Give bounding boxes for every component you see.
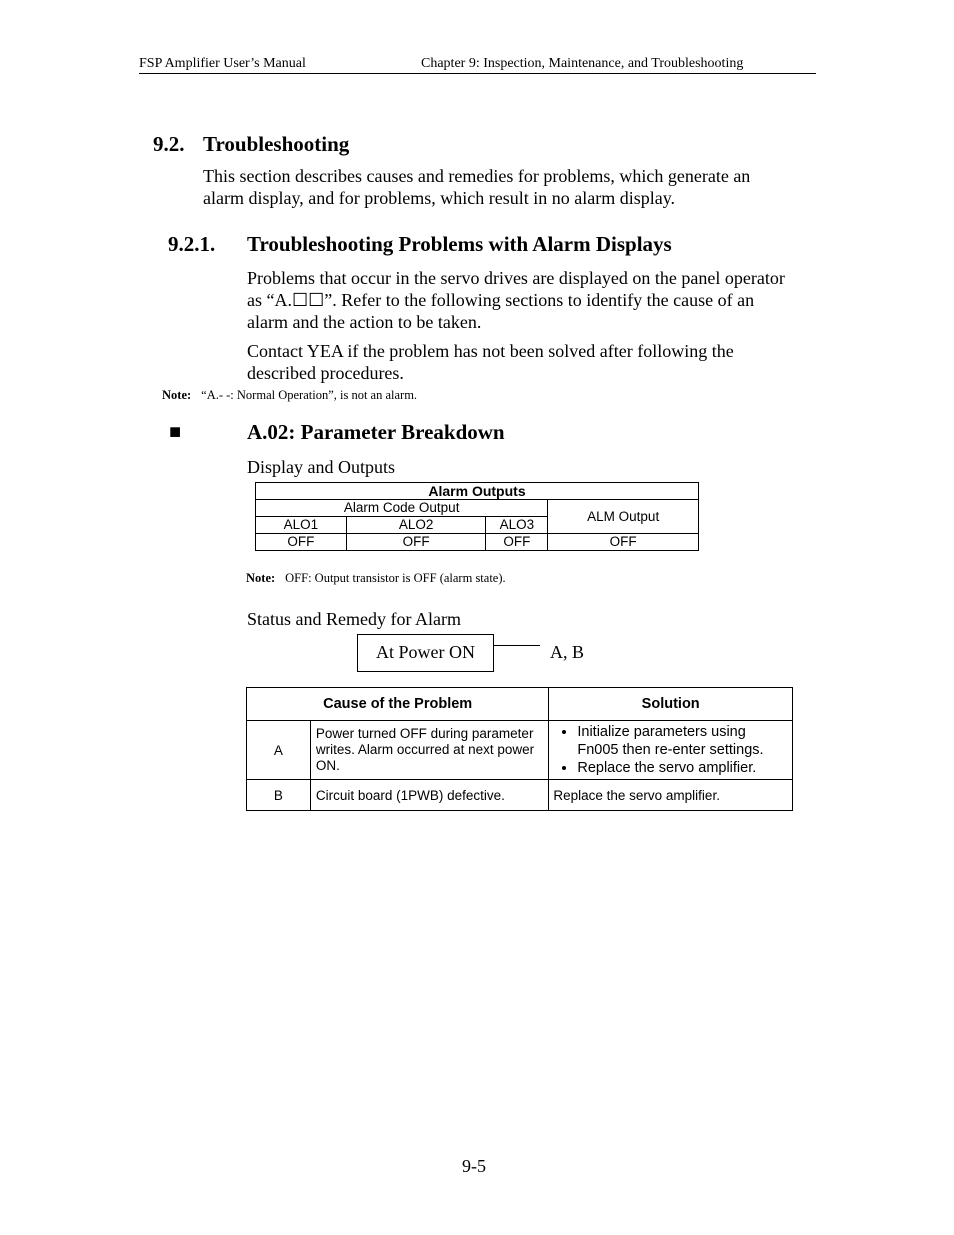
- display-outputs-label: Display and Outputs: [247, 457, 395, 477]
- cause-header: Cause of the Problem: [247, 688, 549, 721]
- subsection-number: 9.2.1.: [168, 232, 216, 256]
- status-remedy-label: Status and Remedy for Alarm: [247, 609, 461, 629]
- section-intro-line1: This section describes causes and remedies for problems, which generate an: [203, 166, 751, 186]
- subsection-p1-line2: as “A.☐☐”. Refer to the following sections to identify the cause of an: [247, 290, 755, 310]
- subsection-p1-line3: alarm and the action to be taken.: [247, 312, 482, 332]
- note-label: Note:: [162, 388, 192, 402]
- solution-header: Solution: [549, 688, 793, 721]
- cause-id: B: [247, 780, 311, 811]
- solution-text: Replace the servo amplifier.: [549, 780, 793, 811]
- table-row: [247, 721, 793, 780]
- subsection-p2-line2: described procedures.: [247, 363, 404, 383]
- alo3-header: ALO3: [486, 517, 548, 534]
- alm-output-header: ALM Output: [548, 500, 699, 534]
- alo1-value: OFF: [256, 534, 347, 551]
- running-header-right: Chapter 9: Inspection, Maintenance, and Troubleshooting: [421, 56, 744, 71]
- alo2-header: ALO2: [346, 517, 486, 534]
- solution-item: • Replace the servo amplifier.: [577, 759, 788, 777]
- note-label: Note:: [246, 571, 276, 585]
- cause-text: Circuit board (1PWB) defective.: [310, 780, 549, 811]
- header-rule: [139, 73, 816, 74]
- page-number: 9-5: [462, 1156, 486, 1176]
- cause-text: Power turned OFF during parameter writes. Alarm occurred at next power ON.: [310, 721, 549, 780]
- cause-solution-table: [246, 687, 793, 811]
- alm-value: OFF: [548, 534, 699, 551]
- note-text: OFF: Output transistor is OFF (alarm state).: [285, 571, 506, 585]
- table-row: [247, 780, 793, 811]
- outputs-table-title: Alarm Outputs: [256, 483, 699, 500]
- power-on-box: At Power ON: [357, 634, 494, 672]
- square-bullet-icon: ■: [169, 421, 182, 443]
- outputs-note: [246, 571, 506, 586]
- subsection-note: [162, 388, 417, 403]
- note-text: “A.- -: Normal Operation”, is not an alarm.: [201, 388, 418, 402]
- section-intro-line2: alarm display, and for problems, which result in no alarm display.: [203, 188, 676, 208]
- alo3-value: OFF: [486, 534, 548, 551]
- subsection-p1-line1: Problems that occur in the servo drives are displayed on the panel operator: [247, 268, 785, 288]
- section-number: 9.2.: [153, 132, 185, 156]
- alarm-title: A.02: Parameter Breakdown: [247, 420, 505, 444]
- alarm-outputs-table: [255, 482, 699, 551]
- subsection-p2-line1: Contact YEA if the problem has not been solved after following the: [247, 341, 734, 361]
- power-on-causes: A, B: [550, 642, 585, 662]
- solution-item: • Initialize parameters using Fn005 then re-enter settings.: [577, 723, 788, 759]
- connector-line: [494, 645, 540, 646]
- alo1-header: ALO1: [256, 517, 347, 534]
- section-title: Troubleshooting: [203, 132, 350, 156]
- running-header-left: FSP Amplifier User’s Manual: [139, 56, 306, 71]
- subsection-title: Troubleshooting Problems with Alarm Displays: [247, 232, 672, 256]
- alarm-code-output-header: Alarm Code Output: [256, 500, 548, 517]
- alo2-value: OFF: [346, 534, 486, 551]
- solution-cell: [549, 721, 793, 780]
- cause-id: A: [247, 721, 311, 780]
